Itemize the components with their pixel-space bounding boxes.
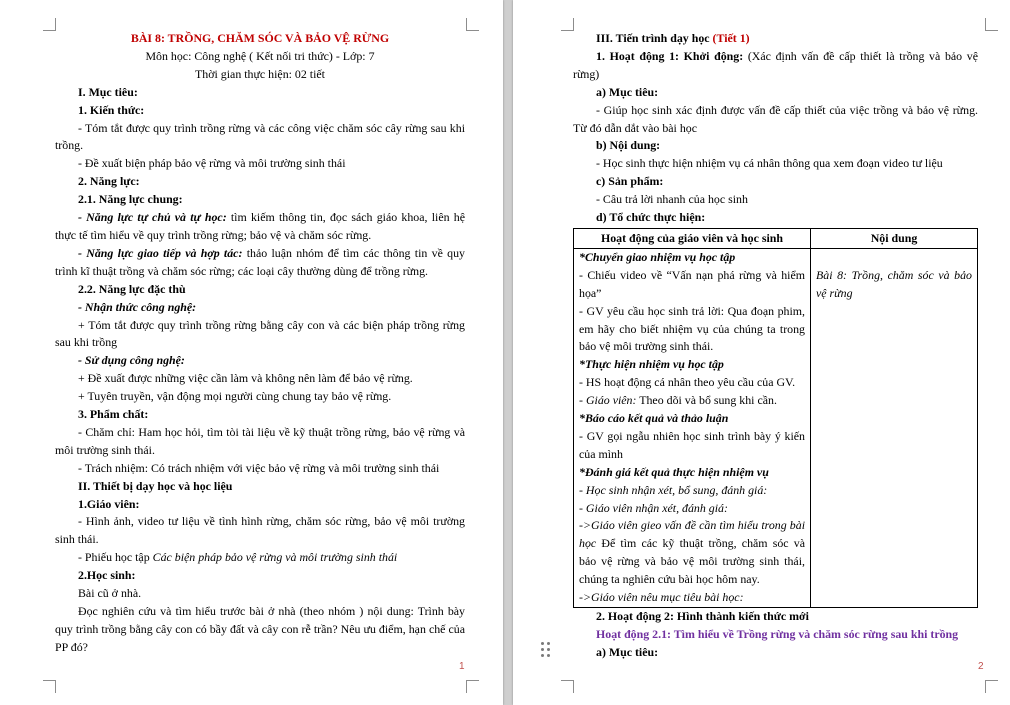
paragraph: - Hình ảnh, video tư liệu về tình hình rừng, chăm sóc rừng, bảo vệ môi trường sinh thái. (55, 514, 465, 547)
subheading: a) Mục tiêu: (596, 84, 659, 99)
heading-objectives: I. Mục tiêu: (78, 84, 138, 99)
paragraph: - Tóm tắt được quy trình trồng rừng và các công việc chăm sóc cây rừng sau khi trồng. (55, 120, 465, 153)
paragraph: - Câu trả lời nhanh của học sinh (596, 192, 748, 207)
page-number: 2 (978, 661, 984, 672)
table-header: Hoạt động của giáo viên và học sinh (574, 228, 811, 248)
heading-procedure (573, 30, 978, 48)
paragraph (55, 549, 465, 567)
subject-line: Môn học: Công nghệ ( Kết nối tri thức) - Lớp: 7 (145, 48, 375, 63)
inline-label: 1. Hoạt động 1: Khởi động: (596, 48, 744, 63)
activity-cell (574, 248, 811, 607)
table-row (574, 248, 978, 607)
paragraph: - Chăm chỉ: Ham học hỏi, tìm tòi tài liệu về kỹ thuật trồng rừng, bảo vệ rừng và môi trường sinh thái. (55, 424, 465, 457)
paragraph: - Học sinh thực hiện nhiệm vụ cá nhân thông qua xem đoạn video tư liệu (596, 156, 943, 171)
inline-italic: Giáo viên: (585, 393, 637, 408)
crop-mark (466, 680, 479, 693)
step-title: *Chuyển giao nhiệm vụ học tập (579, 249, 736, 264)
heading-general-competence: 2.1. Năng lực chung: (78, 192, 183, 207)
subheading: - Sử dụng công nghệ: (78, 353, 185, 368)
page-number: 1 (459, 661, 465, 672)
paragraph: - Đề xuất biện pháp bảo vệ rừng và môi trường sinh thái (78, 156, 346, 171)
paragraph (55, 209, 465, 245)
activity-table (573, 228, 978, 608)
inline-text: tìm kiếm thông tin, đọc sách giáo khoa, liên hệ thực tế tìm hiểu về quy trình trồng rừng; bảo vệ và chăm sóc rừng. (55, 210, 465, 242)
subheading: c) Sản phẩm: (596, 174, 664, 189)
document-page-2 (513, 0, 1010, 705)
time-line: Thời gian thực hiện: 02 tiết (195, 66, 325, 81)
paragraph: - Trách nhiệm: Có trách nhiệm với việc bảo vệ rừng và môi trường sinh thái (78, 460, 440, 475)
subheading: - Nhận thức công nghệ: (78, 299, 197, 314)
cell-line (579, 517, 805, 589)
crop-mark (561, 680, 574, 693)
inline-label: - Năng lực giao tiếp và hợp tác: (78, 245, 243, 260)
paragraph: + Tuyên truyền, vận động mọi người cùng chung tay bảo vệ rừng. (78, 389, 392, 404)
subheading: a) Mục tiêu: (596, 644, 659, 659)
heading-qualities: 3. Phẩm chất: (78, 407, 149, 422)
table-header-row (574, 228, 978, 248)
page-2-body[interactable] (573, 30, 978, 662)
inline-italic: Các biện pháp bảo vệ rừng và môi trường sinh thái (152, 550, 398, 565)
heading-equipment: II. Thiết bị dạy học và học liệu (78, 478, 233, 493)
cell-line: - Giáo viên nhận xét, đánh giá: (579, 500, 728, 515)
heading-teacher: 1.Giáo viên: (78, 496, 140, 511)
cell-line: - Học sinh nhận xét, bổ sung, đánh giá: (579, 482, 768, 497)
crop-mark (43, 680, 56, 693)
period-label: (Tiết 1) (712, 31, 750, 45)
inline-text: thảo luận nhóm để tìm các thông tin về quy trình kĩ thuật trồng và chăm sóc rừng; các loại cây thường dùng để trồng rừng. (55, 245, 465, 278)
paragraph: + Tóm tắt được quy trình trồng rừng bằng cây con và các biện pháp trồng rừng sau khi trồng (55, 317, 465, 350)
paragraph (573, 48, 978, 84)
heading-activity-2: 2. Hoạt động 2: Hình thành kiến thức mới (596, 609, 809, 623)
crop-mark (985, 680, 998, 693)
crop-mark (985, 18, 998, 31)
inline-italic: ->Giáo viên gieo vấn đề cần tìm hiểu trong bài học (579, 518, 805, 551)
inline-text: - (579, 393, 586, 408)
heading-competence: 2. Năng lực: (78, 174, 140, 189)
paragraph: - Giúp học sinh xác định được vấn đề cấp thiết của việc trồng và bảo vệ rừng. Từ đó dẫn dắt vào bài học (573, 102, 978, 135)
heading-knowledge: 1. Kiến thức: (78, 102, 145, 117)
step-title: *Thực hiện nhiệm vụ học tập (579, 357, 724, 372)
cell-line: - HS hoạt động cá nhân theo yêu cầu của GV. (579, 375, 796, 390)
table-header: Nội dung (811, 228, 978, 248)
paragraph: Bài cũ ở nhà. (78, 586, 142, 601)
step-title: *Báo cáo kết quả và thảo luận (579, 411, 729, 426)
crop-mark (466, 18, 479, 31)
heading-specific-competence: 2.2. Năng lực đặc thù (78, 281, 186, 296)
cell-line: ->Giáo viên nêu mục tiêu bài học: (579, 590, 744, 605)
drag-handle-icon[interactable] (541, 642, 551, 660)
paragraph (55, 245, 465, 281)
cell-line: - GV yêu cầu học sinh trả lời: Qua đoạn phim, em hãy cho biết nhiệm vụ của chúng ta trong bảo vệ môi trường sinh thái. (579, 303, 805, 354)
subheading: d) Tổ chức thực hiện: (596, 210, 706, 225)
cell-line: Bài 8: Trồng, chăm sóc và bảo vệ rừng (816, 267, 972, 300)
inline-label: - Năng lực tự chủ và tự học: (78, 210, 227, 225)
inline-text: III. Tiến trình dạy học (596, 31, 713, 45)
heading-student: 2.Học sinh: (78, 568, 136, 583)
cell-line: - Chiếu video về “Vấn nạn phá rừng và hiểm họa” (579, 267, 805, 300)
inline-text: (Xác định vấn đề cấp thiết là trồng và bảo vệ rừng) (573, 48, 978, 81)
cell-line: - GV gọi ngẫu nhiên học sinh trình bày ý kiến của mình (579, 428, 805, 461)
heading-activity-2-1: Hoạt động 2.1: Tìm hiểu về Trồng rừng và chăm sóc rừng sau khi trồng (596, 626, 959, 641)
subheading: b) Nội dung: (596, 138, 661, 153)
step-title: *Đánh giá kết quả thực hiện nhiệm vụ (579, 464, 769, 479)
paragraph: + Đề xuất được những việc cần làm và không nên làm để bảo vệ rừng. (78, 371, 413, 386)
inline-text: - Phiếu học tập (78, 550, 153, 565)
inline-text: Để tìm các kỹ thuật trồng, chăm sóc và bảo vệ rừng và bảo vệ môi trường sinh thái, chúng ta nghiên cứu bài học hôm nay. (579, 536, 805, 587)
inline-text: Theo dõi và bổ sung khi cần. (636, 393, 777, 408)
lesson-title: BÀI 8: TRỒNG, CHĂM SÓC VÀ BẢO VỆ RỪNG (130, 31, 390, 45)
page-1-body[interactable] (55, 30, 465, 657)
cell-line (579, 392, 805, 410)
paragraph: Đọc nghiên cứu và tìm hiểu trước bài ở nhà (theo nhóm ) nội dung: Trình bày quy trình trồng bằng cây con có bầy đất và cây con rễ trần? Nêu ưu điểm, hạn chế của PP đó? (55, 604, 465, 654)
content-cell (811, 248, 978, 607)
document-page-1 (0, 0, 503, 705)
